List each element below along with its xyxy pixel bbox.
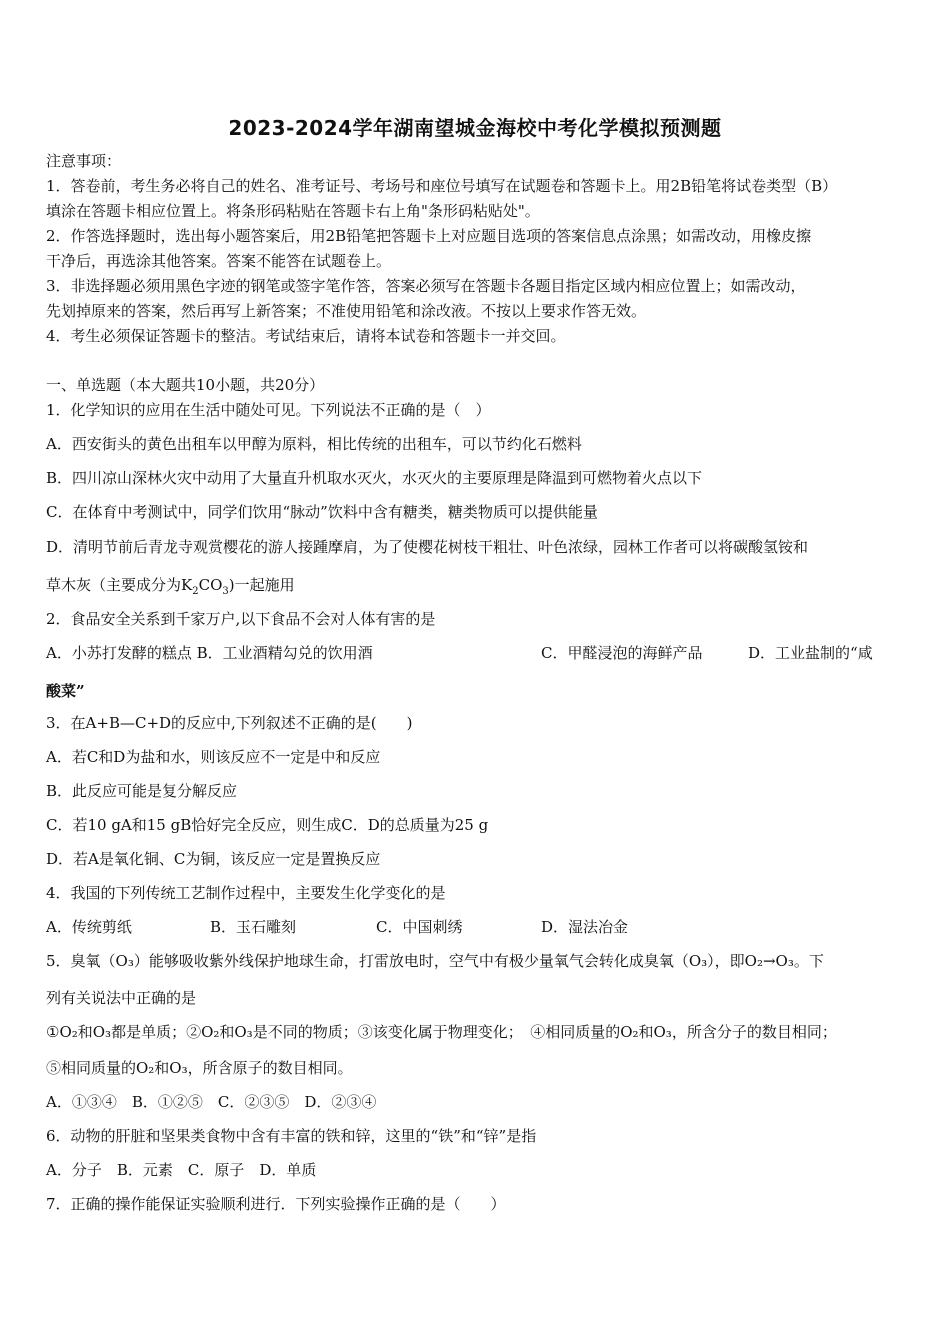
q1-d2-post: )一起施用 (228, 576, 295, 594)
q4-option-a: A．传统剪纸 (46, 918, 132, 936)
q5-statements-line1: ①O₂和O₃都是单质；②O₂和O₃是不同的物质；③该变化属于物理变化； ④相同质量的O₂和O₃，所含分子的数目相同； (46, 1023, 837, 1041)
exam-title: 2023-2024学年湖南望城金海校中考化学模拟预测题 (228, 116, 722, 140)
q2-stem: 2．食品安全关系到千家万户,以下食品不会对人体有害的是 (46, 610, 436, 628)
notice-line-5: 3．非选择题必须用黑色字迹的钢笔或签字笔作答，答案必须写在答题卡各题目指定区域内相应位置上；如需改动， (46, 277, 806, 295)
q4-stem: 4．我国的下列传统工艺制作过程中，主要发生化学变化的是 (46, 884, 446, 902)
q1-stem: 1．化学知识的应用在生活中随处可见。下列说法不正确的是（ ） (46, 401, 491, 419)
q1-d2-pre: 草木灰（主要成分为K (46, 576, 193, 594)
q7-stem: 7．正确的操作能保证实验顺利进行．下列实验操作正确的是（ ） (46, 1195, 506, 1213)
q2-options-ab: A．小苏打发酵的糕点 B．工业酒精勾兑的饮用酒 (46, 644, 373, 662)
q1-d2-sub2: 3 (222, 586, 229, 597)
section-heading: 一、单选题（本大题共10小题，共20分） (46, 376, 325, 394)
q5-stem-line1: 5．臭氧（O₃）能够吸收紫外线保护地球生命，打雷放电时，空气中有极少量氧气会转化成臭氧（O₃），即O₂→O₃。下 (46, 952, 824, 970)
notice-line-1: 1．答卷前，考生务必将自己的姓名、准考证号、考场号和座位号填写在试题卷和答题卡上。用2B铅笔将试卷类型（B） (46, 177, 838, 195)
notice-line-3: 2．作答选择题时，选出每小题答案后，用2B铅笔把答题卡上对应题目选项的答案信息点涂黑；如需改动，用橡皮擦 (46, 227, 812, 245)
q5-stem-line2: 列有关说法中正确的是 (46, 989, 197, 1007)
q1-option-d-line2 (46, 575, 295, 602)
q5-statements-line2: ⑤相同质量的O₂和O₃，所含原子的数目相同。 (46, 1059, 353, 1077)
q2-option-d-cont: 酸菜” (46, 682, 85, 700)
q3-option-a: A．若C和D为盐和水，则该反应不一定是中和反应 (46, 748, 381, 766)
q6-options: A．分子 B．元素 C．原子 D．单质 (46, 1161, 317, 1179)
q1-d2-mid: CO (198, 576, 223, 594)
notice-line-2: 填涂在答题卡相应位置上。将条形码粘贴在答题卡右上角"条形码粘贴处"。 (46, 202, 540, 220)
notice-line-6: 先划掉原来的答案，然后再写上新答案；不准使用铅笔和涂改液。不按以上要求作答无效。 (46, 302, 647, 320)
q1-option-a: A．西安街头的黄色出租车以甲醇为原料，相比传统的出租车，可以节约化石燃料 (46, 435, 582, 453)
notice-line-4: 干净后，再选涂其他答案。答案不能答在试题卷上。 (46, 252, 392, 270)
q1-option-d-line1: D．清明节前后青龙寺观赏樱花的游人接踵摩肩，为了使樱花树枝干粗壮、叶色浓绿，园林工作者可以将碳酸氢铵和 (46, 538, 809, 556)
q4-option-b: B．玉石雕刻 (210, 918, 297, 936)
q6-stem: 6．动物的肝脏和坚果类食物中含有丰富的铁和锌，这里的“铁”和“锌”是指 (46, 1127, 537, 1145)
q4-option-d: D．湿法冶金 (541, 918, 629, 936)
q5-options: A．①③④ B．①②⑤ C．②③⑤ D．②③④ (46, 1093, 377, 1111)
q1-d2-sub1: 2 (192, 586, 199, 597)
q4-option-c: C．中国刺绣 (376, 918, 463, 936)
q3-option-b: B．此反应可能是复分解反应 (46, 782, 238, 800)
q1-option-c: C．在体育中考测试中，同学们饮用“脉动”饮料中含有糖类，糖类物质可以提供能量 (46, 503, 598, 521)
q3-option-c: C．若10 gA和15 gB恰好完全反应，则生成C．D的总质量为25 g (46, 816, 489, 834)
q1-option-b: B．四川凉山深林火灾中动用了大量直升机取水灭火，水灭火的主要原理是降温到可燃物着火点以下 (46, 469, 703, 487)
notice-heading: 注意事项： (46, 152, 122, 170)
q3-stem: 3．在A+B—C+D的反应中,下列叙述不正确的是( ) (46, 714, 413, 732)
q3-option-d: D．若A是氧化铜、C为铜，该反应一定是置换反应 (46, 850, 381, 868)
q2-option-c: C．甲醛浸泡的海鲜产品 (541, 644, 703, 662)
q2-option-d: D．工业盐制的“咸 (748, 644, 873, 662)
notice-line-7: 4．考生必须保证答题卡的整洁。考试结束后，请将本试卷和答题卡一并交回。 (46, 327, 566, 345)
